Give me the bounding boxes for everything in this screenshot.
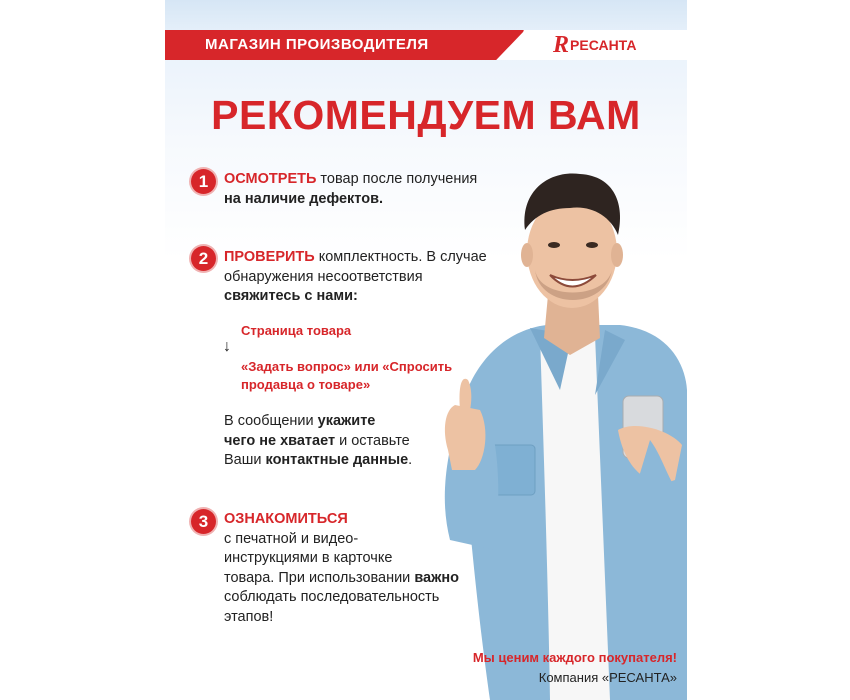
step-3-line3b: важно <box>414 569 459 586</box>
step-3-line1: с печатной и видео- <box>224 530 359 547</box>
resanta-logo <box>553 33 636 57</box>
step-1-badge: 1 <box>191 169 216 194</box>
footer-slogan: Мы ценим каждого покупателя! <box>472 650 677 665</box>
msg-b: укажите <box>317 413 376 429</box>
link-ask-question <box>241 358 501 394</box>
step-1-bold: на наличие дефектов. <box>224 190 384 207</box>
footer-company: Компания «РЕСАНТА» <box>538 670 677 685</box>
msg-c: чего не хватает <box>224 432 336 449</box>
step-2-rest: комплектность. В случае <box>314 249 487 265</box>
link-ask-line1: «Задать вопрос» или «Спросить <box>241 359 453 374</box>
msg-a: В сообщении <box>224 413 318 429</box>
step-2-line2: обнаружения несоответствия <box>224 268 423 285</box>
msg-d: и оставьте <box>335 432 410 449</box>
step-2-bold: свяжитесь с нами: <box>224 288 358 304</box>
step-2-message <box>224 412 524 471</box>
banner-text: МАГАЗИН ПРОИЗВОДИТЕЛЯ <box>205 36 429 53</box>
step-1-text <box>224 170 534 209</box>
step-1-rest: товар после получения <box>316 171 478 187</box>
msg-e: Ваши <box>224 452 266 468</box>
step-3-line5: этапов! <box>224 608 274 625</box>
step-2-title: ПРОВЕРИТЬ <box>224 249 315 265</box>
step-2-badge: 2 <box>191 246 216 271</box>
down-arrow-icon: ↓ <box>223 338 231 355</box>
logo-text: РЕСАНТА <box>570 37 637 53</box>
step-3-badge: 3 <box>191 509 216 534</box>
step-1-title: ОСМОТРЕТЬ <box>224 171 317 187</box>
step-3-title: ОЗНАКОМИТЬСЯ <box>224 511 348 527</box>
step-3-line4: соблюдать последовательность <box>224 589 440 605</box>
msg-f: контактные данные <box>265 452 409 468</box>
poster <box>165 0 687 700</box>
step-3-line2: инструкциями в карточке <box>224 550 393 566</box>
step-3-line3a: товара. При использовании <box>224 569 415 586</box>
link-product-page: Страница товара <box>241 323 352 338</box>
step-3-text <box>224 510 524 627</box>
link-ask-line2: продавца о товаре» <box>241 377 371 392</box>
msg-g: . <box>408 452 413 468</box>
page-title: РЕКОМЕНДУЕМ ВАМ <box>211 92 641 138</box>
logo-mark: R <box>553 31 570 58</box>
step-2-text <box>224 248 544 307</box>
header-banner <box>165 30 687 60</box>
